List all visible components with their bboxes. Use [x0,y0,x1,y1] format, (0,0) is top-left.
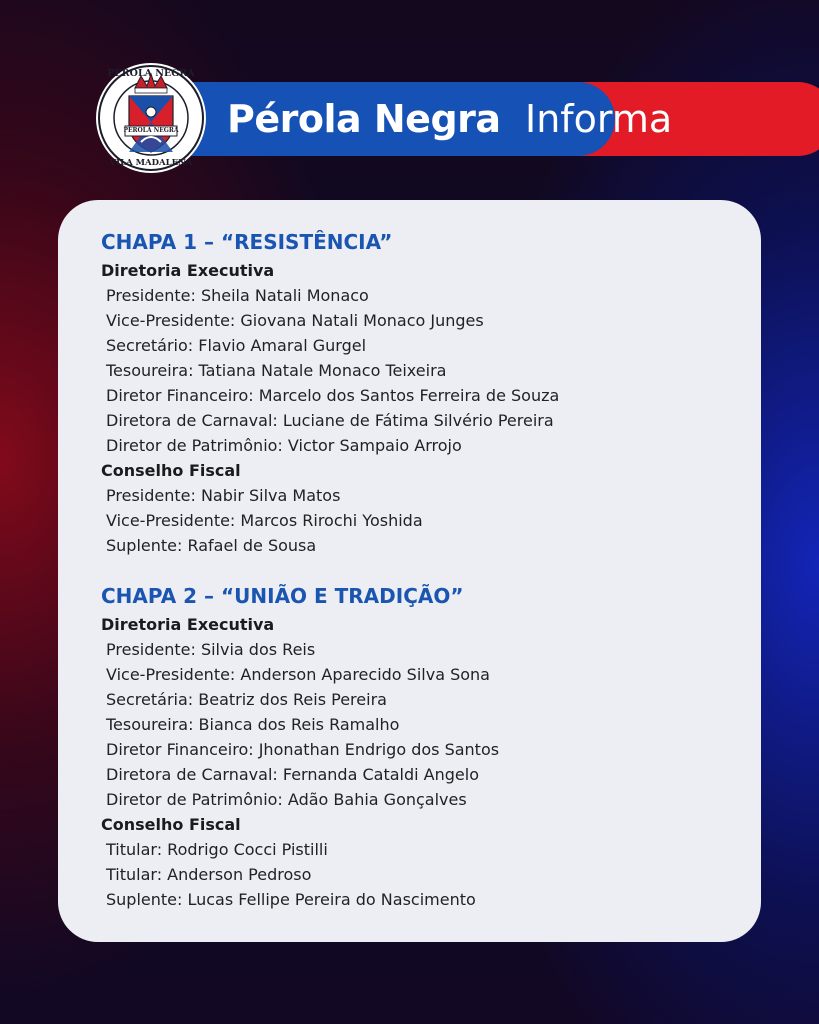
chapa-2 [101,580,741,912]
chapa-1-title: CHAPA 1 – “RESISTÊNCIA” [101,230,393,254]
brand-title: Pérola Negra [227,97,501,141]
chapa-1 [101,226,741,558]
list-item: Diretor Financeiro: Jhonathan Endrigo dos Santos [106,740,500,759]
informa-label: Informa [525,97,673,141]
logo-bottom-text: VILA MADALENA [109,158,193,168]
list-item: Diretora de Carnaval: Luciane de Fátima Silvério Pereira [106,411,554,430]
list-item: Diretor Financeiro: Marcelo dos Santos Ferreira de Souza [106,386,560,405]
list-item: Tesoureira: Bianca dos Reis Ramalho [106,715,400,734]
chapa-2-conselho-title: Conselho Fiscal [101,815,241,834]
school-logo [95,62,207,174]
list-item: Secretária: Beatriz dos Reis Pereira [106,690,387,709]
list-item: Titular: Rodrigo Cocci Pistilli [106,840,328,859]
list-item: Presidente: Sheila Natali Monaco [106,286,369,305]
header-banner [95,62,740,172]
chapas-list [101,226,741,912]
list-item: Vice-Presidente: Marcos Rirochi Yoshida [106,511,423,530]
list-item: Vice-Presidente: Anderson Aparecido Silva Sona [106,665,490,684]
list-item: Presidente: Silvia dos Reis [106,640,316,659]
logo-center-text: PÉROLA NEGRA [123,127,179,134]
logo-top-text: PÉROLA NEGRA [107,68,195,79]
chapa-2-title: CHAPA 2 – “UNIÃO E TRADIÇÃO” [101,584,464,608]
list-item: Diretor de Patrimônio: Adão Bahia Gonçalves [106,790,467,809]
list-item: Presidente: Nabir Silva Matos [106,486,341,505]
list-item: Secretário: Flavio Amaral Gurgel [106,336,367,355]
list-item: Vice-Presidente: Giovana Natali Monaco Junges [106,311,484,330]
list-item: Titular: Anderson Pedroso [106,865,312,884]
list-item: Suplente: Lucas Fellipe Pereira do Nascimento [106,890,476,909]
list-item: Diretor de Patrimônio: Victor Sampaio Arrojo [106,436,462,455]
list-item: Suplente: Rafael de Sousa [106,536,317,555]
list-item: Tesoureira: Tatiana Natale Monaco Teixeira [106,361,447,380]
list-item: Diretora de Carnaval: Fernanda Cataldi Angelo [106,765,479,784]
chapa-1-conselho-title: Conselho Fiscal [101,461,241,480]
chapa-1-diretoria-title: Diretoria Executiva [101,261,275,280]
chapa-2-diretoria-title: Diretoria Executiva [101,615,275,634]
